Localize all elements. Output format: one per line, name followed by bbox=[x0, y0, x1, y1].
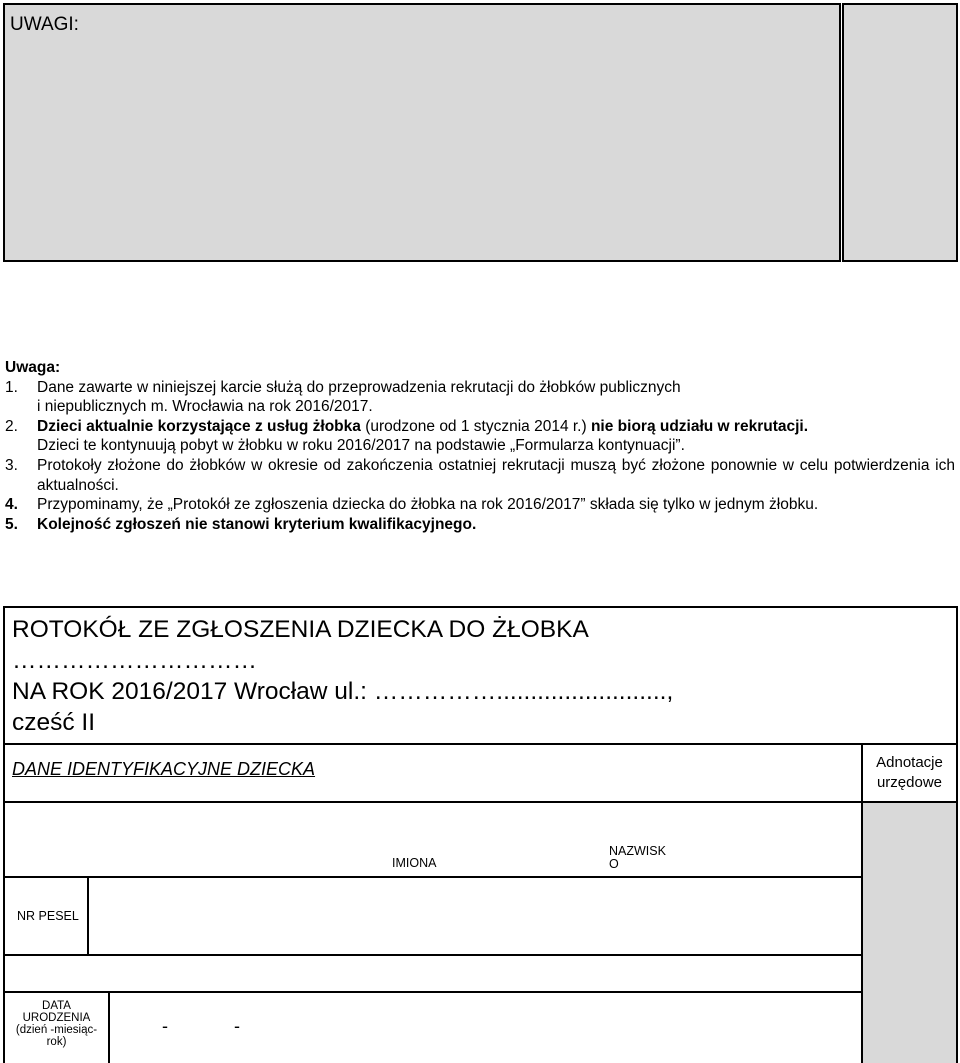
annotations-label: Adnotacje urzędowe bbox=[876, 754, 943, 791]
note-number: 4. bbox=[5, 496, 18, 514]
remarks-box[interactable] bbox=[3, 3, 841, 262]
note-item-3 bbox=[5, 456, 955, 495]
note-number: 5. bbox=[5, 515, 18, 533]
protocol-title bbox=[12, 614, 673, 738]
note-text-continued: Dzieci te kontynuują pobyt w żłobku w roku 2016/2017 na podstawie „Formularza kontynuacji”. bbox=[37, 437, 685, 455]
surname-label-line2: O bbox=[609, 857, 619, 871]
protocol-dots-line: ………………………… bbox=[12, 647, 257, 674]
remarks-side-box bbox=[842, 3, 958, 262]
note-number: 3. bbox=[5, 456, 18, 474]
note-text: Przypominamy, że „Protokół ze zgłoszenia dziecka do żłobka na rok 2016/2017” składa się tylko w jednym żłobku. bbox=[37, 496, 819, 514]
dob-separator-dash: - bbox=[234, 1016, 240, 1036]
note-item-5 bbox=[5, 515, 955, 535]
surname-label-line1: NAZWISK bbox=[609, 844, 666, 858]
pesel-label-divider bbox=[87, 876, 89, 956]
date-of-birth-label bbox=[5, 1000, 108, 1048]
note-item-2 bbox=[5, 417, 955, 456]
remarks-label: UWAGI: bbox=[10, 14, 79, 35]
pesel-label: NR PESEL bbox=[17, 909, 79, 923]
note-text: Protokoły złożone do żłobków w okresie od zakończenia ostatniej rekrutacji muszą być złożone ponownie w celu potwierdzenia ich aktualności. bbox=[37, 456, 955, 494]
dob-label-divider bbox=[108, 991, 110, 1063]
protocol-part-line: cześć II bbox=[12, 709, 96, 736]
annotations-column bbox=[861, 801, 958, 1063]
row-divider bbox=[3, 876, 863, 878]
row-divider bbox=[3, 954, 863, 956]
protocol-title-line: ROTOKÓŁ ZE ZGŁOSZENIA DZIECKA DO ŻŁOBKA bbox=[12, 616, 589, 643]
child-data-section-title: DANE IDENTYFIKACYJNE DZIECKA bbox=[12, 759, 316, 779]
note-number: 2. bbox=[5, 417, 18, 435]
notes-title: Uwaga: bbox=[5, 359, 61, 376]
first-names-label: IMIONA bbox=[392, 856, 437, 870]
note-bold-text: nie biorą udziału w rekrutacji. bbox=[586, 417, 809, 435]
note-text: (urodzone od 1 stycznia 2014 r.) bbox=[360, 417, 587, 435]
dob-label-line: (dzień -miesiąc- bbox=[15, 1024, 98, 1036]
dob-separator-dash: - bbox=[162, 1016, 168, 1036]
note-text: Dane zawarte w niniejszej karcie służą do przeprowadzenia rekrutacji do żłobków publicznych bbox=[37, 378, 681, 396]
note-text: Kolejność zgłoszeń nie stanowi kryterium kwalifikacyjnego. bbox=[37, 515, 477, 533]
child-data-table bbox=[3, 743, 958, 1063]
row-divider bbox=[3, 991, 863, 993]
note-item-1 bbox=[5, 378, 955, 417]
protocol-year-line: NA ROK 2016/2017 Wrocław ul.: ……………........................., bbox=[12, 678, 674, 705]
row-divider bbox=[3, 801, 863, 803]
note-bold-text: Dzieci aktualnie korzystające z usług żłobka bbox=[37, 417, 361, 435]
note-item-4 bbox=[5, 495, 955, 515]
dob-label-line: DATA bbox=[42, 1000, 71, 1012]
dob-label-line: rok) bbox=[46, 1036, 67, 1048]
dob-label-line: URODZENIA bbox=[22, 1012, 91, 1024]
notes-section bbox=[5, 358, 955, 534]
note-text-continued: i niepublicznych m. Wrocławia na rok 2016/2017. bbox=[37, 398, 373, 416]
note-number: 1. bbox=[5, 378, 18, 396]
